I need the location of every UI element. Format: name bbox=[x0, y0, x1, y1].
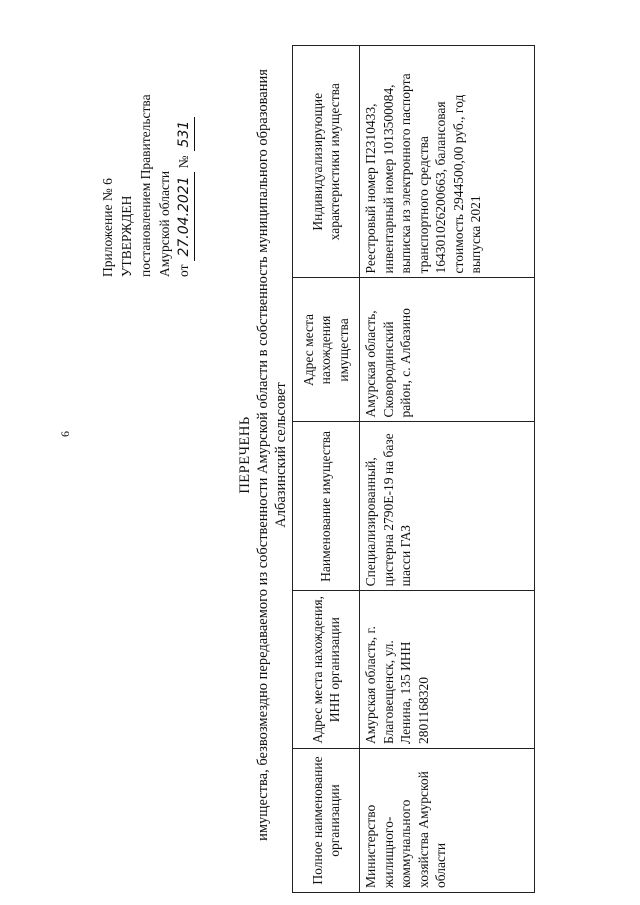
cell-property-characteristics: Реестровый номер П2310433, инвентарный номер 1013500084, выписка из электронного паспорта транспортного средства 164301026200663, балансовая стоимость 2944500,00 руб., год выпуска 2021 bbox=[360, 46, 535, 278]
header-property-name: Наименование имущества bbox=[293, 422, 360, 591]
header-property-characteristics: Индивидуализирующие характеристики имущества bbox=[293, 46, 360, 278]
municipality-name: Албазинский сельсовет bbox=[273, 382, 289, 528]
appendix-label: Приложение № 6 bbox=[100, 178, 115, 277]
handwritten-date: 27.04.2021 bbox=[175, 172, 195, 260]
document-subtitle: имущества, безвозмездно передаваемого из собственности Амурской области в собственность муниципального образования bbox=[255, 69, 271, 841]
header-org-address: Адрес места нахождения, ИНН организации bbox=[293, 591, 360, 749]
table-header-row bbox=[293, 46, 360, 893]
cell-property-name: Специализированный, цистерна 2790E-19 на базе шасси ГАЗ bbox=[360, 422, 535, 591]
header-org-name: Полное наименование организации bbox=[293, 749, 360, 893]
resolution-label: постановлением Правительства bbox=[138, 94, 153, 277]
cell-org-name: Министерство жилищного-коммунального хозяйства Амурской области bbox=[360, 749, 535, 893]
property-table bbox=[292, 45, 535, 893]
number-prefix: № bbox=[176, 155, 191, 169]
header-property-address: Адрес места нахождения имущества bbox=[293, 278, 360, 422]
handwritten-number: 531 bbox=[175, 117, 195, 152]
region-label: Амурской области bbox=[157, 170, 172, 277]
date-prefix: от bbox=[176, 264, 191, 277]
date-number-line bbox=[174, 27, 195, 277]
approval-block bbox=[98, 27, 195, 277]
document-title-block bbox=[236, 45, 290, 865]
cell-property-address: Амурская область, Сковородинский район, с. Албазино bbox=[360, 278, 535, 422]
document-heading: ПЕРЕЧЕНЬ bbox=[237, 416, 253, 494]
cell-org-address: Амурская область, г. Благовещенск, ул. Ленина, 135 ИНН 2801168320 bbox=[360, 591, 535, 749]
table-row bbox=[360, 46, 535, 893]
page-number: 6 bbox=[58, 431, 72, 437]
approved-label: УТВЕРЖДЕН bbox=[119, 195, 134, 277]
